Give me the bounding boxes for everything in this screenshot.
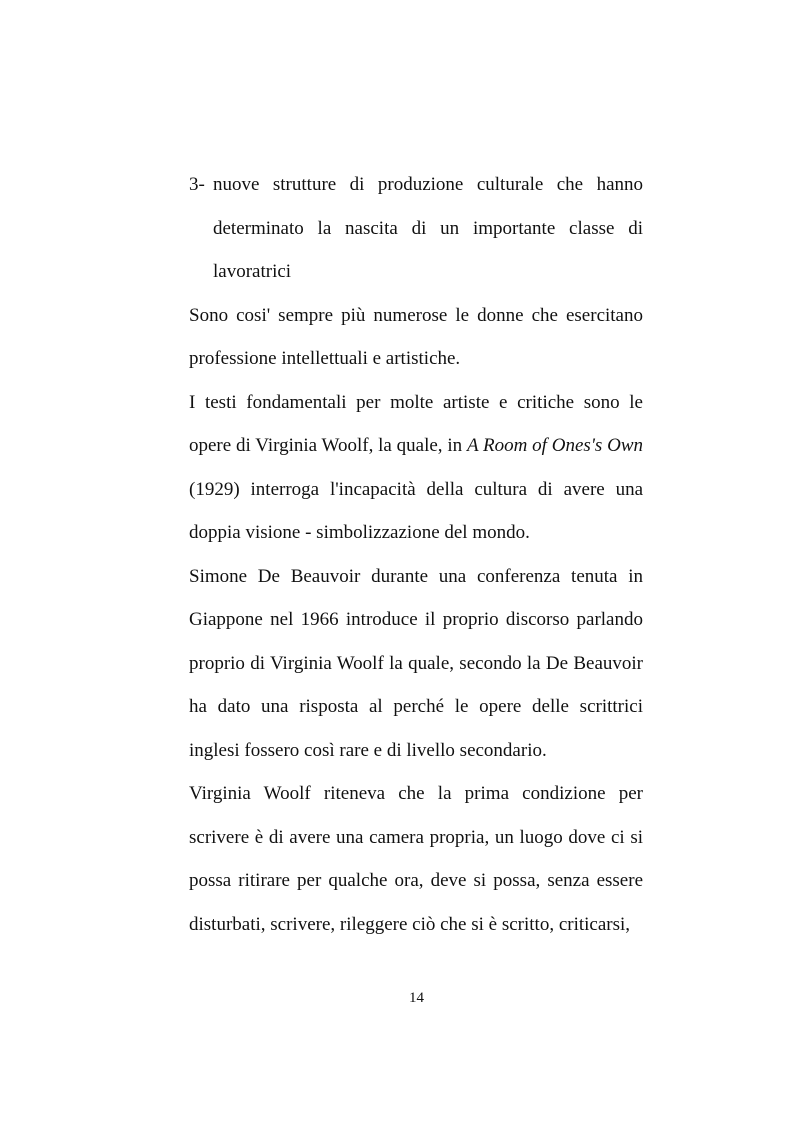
- book-title: A Room of Ones's Own: [466, 435, 643, 456]
- list-number: 3-: [189, 174, 205, 195]
- paragraph-woolf-texts-end: (1929) interroga l'incapacità della cultura di avere una doppia visione - simbolizzazione del mondo.: [189, 478, 643, 543]
- page-number: 14: [409, 990, 424, 1006]
- paragraph-de-beauvoir: Simone De Beauvoir durante una conferenza tenuta in Giappone nel 1966 introduce il proprio discorso parlando proprio di Virginia Woolf la quale, secondo la De Beauvoir ha dato una risposta al perché le opere delle scrittrici inglesi fossero così rare e di livello secondario.: [189, 565, 643, 761]
- paragraph-woolf-texts: [189, 381, 643, 555]
- body-text: [189, 163, 643, 946]
- paragraph-woolf-texts-start: I testi fondamentali per molte artiste e critiche sono le opere di Virginia Woolf, la quale, in: [189, 391, 643, 456]
- list-item-text: nuove strutture di produzione culturale che hanno determinato la nascita di un importante classe di lavoratrici: [213, 174, 643, 282]
- list-item: [189, 163, 643, 294]
- paragraph-women-professions: Sono cosi' sempre più numerose le donne che esercitano professione intellettuali e artistiche.: [189, 304, 643, 369]
- paragraph-room-of-own: Virginia Woolf riteneva che la prima condizione per scrivere è di avere una camera propria, un luogo dove ci si possa ritirare per qualche ora, deve si possa, senza essere disturbati, scrivere, rileggere ciò che si è scritto, criticarsi,: [189, 783, 643, 935]
